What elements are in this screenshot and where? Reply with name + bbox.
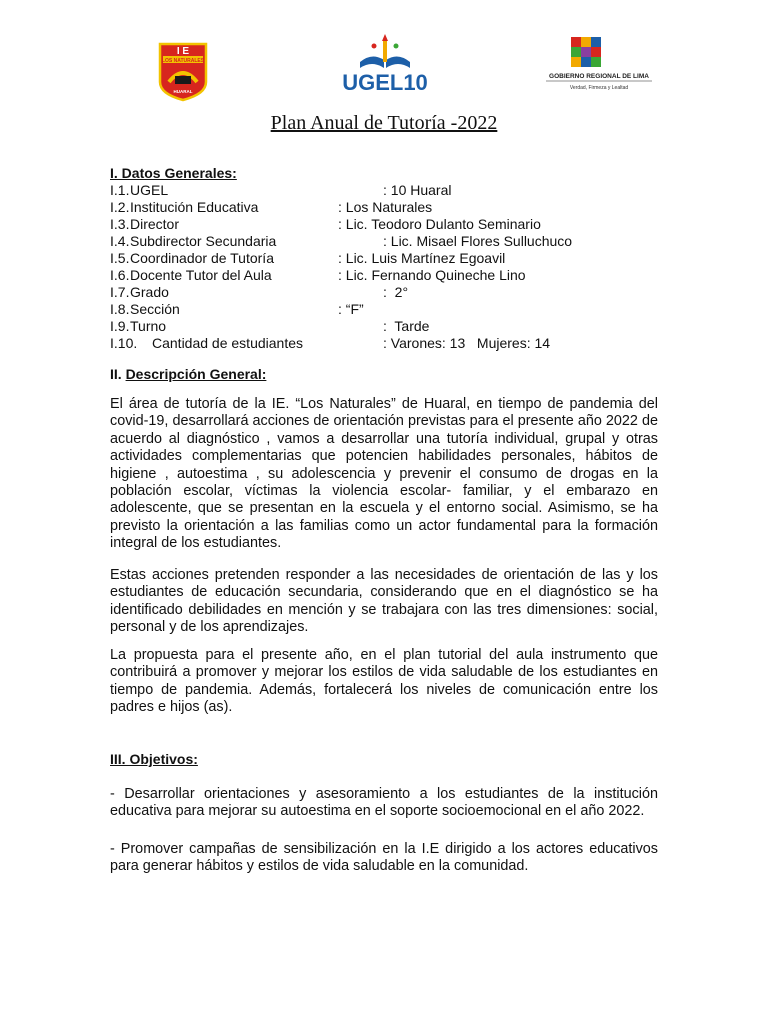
data-row-cantidad	[110, 335, 670, 352]
ugel10-logo-text: UGEL10	[342, 70, 428, 94]
description-paragraph-2: Estas acciones pretenden responder a las necesidades de orientación de las y los estudiantes de educación secundaria, considerando que en el diagnóstico se ha identificado debilidades en mención y se trabajara con las tres dimensiones: social, personal y de los aprendizajes.	[110, 567, 658, 636]
row-number: I.7.	[110, 284, 130, 300]
row-label: Cantidad de estudiantes	[152, 335, 303, 351]
row-label: Subdirector Secundaria	[130, 233, 277, 249]
section-3-heading: III. Objetivos:	[110, 751, 198, 767]
ie-los-naturales-logo	[157, 42, 209, 102]
row-label: Sección	[130, 301, 180, 317]
gobierno-regional-lima-logo	[538, 34, 660, 96]
row-value: : Lic. Fernando Quineche Lino	[338, 267, 526, 283]
row-value: : Los Naturales	[338, 199, 433, 215]
row-value: : Varones: 13 Mujeres: 14	[383, 335, 551, 351]
row-value: : Tarde	[383, 318, 430, 334]
row-label: Coordinador de Tutoría	[130, 250, 274, 266]
description-paragraph-1: El área de tutoría de la IE. “Los Naturales” de Huaral, en tiempo de pandemia del covid-19, desarrollará acciones de orientación previstas para el presente año 2022 de acuerdo al diagnóstico , vamos a desarrollar una tutoría individual, grupal y otras actividades complementarias que potencien habilidades personales, hábitos de higiene , autoestima , su adolescencia y prevenir el consumo de drogas en la población escolar, víctimas la violencia escolar- familiar, y el embarazo en adolescente, que se presentan en la escuela y el entorno social. Asimismo, se ha previsto la orientación a las familias como un actor fundamental para la formación integral de los estudiantes.	[110, 396, 658, 552]
gob-logo-motto: Verdad, Firmeza y Lealtad	[569, 85, 629, 91]
row-label: Turno	[130, 318, 167, 334]
description-paragraph-3: La propuesta para el presente año, en el plan tutorial del aula instrumento que contribuirá a promover y mejorar los estilos de vida saludable de los estudiantes en tiempo de pandemia. Además, fortalecerá los niveles de comunicación entre los padres e hijos (as).	[110, 647, 658, 716]
section-2-title: Descripción General:	[125, 366, 267, 382]
row-number: I.10.	[110, 335, 138, 351]
ie-logo-city: HUARAL	[173, 89, 193, 94]
objective-item-2: - Promover campañas de sensibilización en la I.E dirigido a los actores educativos para generar hábitos y estilos de vida saludable en la comunidad.	[110, 841, 658, 875]
row-label: Grado	[130, 284, 169, 300]
data-row-coordinador	[110, 250, 670, 267]
data-row-turno	[110, 318, 670, 335]
ie-logo-text: I E	[176, 46, 190, 57]
row-number: I.9.	[110, 318, 130, 334]
row-label: UGEL	[130, 182, 169, 198]
row-label: Docente Tutor del Aula	[130, 267, 272, 283]
row-number: I.6.	[110, 267, 130, 283]
row-number: I.3.	[110, 216, 130, 232]
section-1-heading: I. Datos Generales:	[110, 165, 237, 181]
row-number: I.4.	[110, 233, 130, 249]
row-value: : “F”	[338, 301, 364, 317]
section-2-number: II.	[110, 366, 122, 382]
row-number: I.1.	[110, 182, 130, 198]
data-row-subdirector	[110, 233, 670, 250]
gob-logo-title: GOBIERNO REGIONAL DE LIMA	[549, 73, 649, 80]
row-label: Institución Educativa	[130, 199, 259, 215]
data-row-institucion	[110, 199, 670, 216]
row-value: : 2°	[383, 284, 409, 300]
data-row-grado	[110, 284, 670, 301]
data-row-seccion	[110, 301, 670, 318]
objective-item-1: - Desarrollar orientaciones y asesoramiento a los estudiantes de la institución educativa para mejorar su autoestima en el soporte socioemocional en el año 2022.	[110, 786, 658, 820]
row-number: I.8.	[110, 301, 130, 317]
row-label: Director	[130, 216, 180, 232]
data-row-ugel	[110, 182, 670, 199]
ugel10-logo	[330, 32, 440, 94]
row-number: I.2.	[110, 199, 130, 215]
data-row-director	[110, 216, 670, 233]
row-value: : Lic. Luis Martínez Egoavil	[338, 250, 506, 266]
ie-logo-name: LOS NATURALES	[161, 58, 205, 64]
row-value: : 10 Huaral	[383, 182, 452, 198]
page-title: Plan Anual de Tutoría -2022	[270, 112, 498, 134]
row-value: : Lic. Misael Flores Sulluchuco	[383, 233, 573, 249]
section-2-heading	[110, 366, 266, 382]
row-value: : Lic. Teodoro Dulanto Seminario	[338, 216, 541, 232]
row-number: I.5.	[110, 250, 130, 266]
data-row-docente	[110, 267, 670, 284]
